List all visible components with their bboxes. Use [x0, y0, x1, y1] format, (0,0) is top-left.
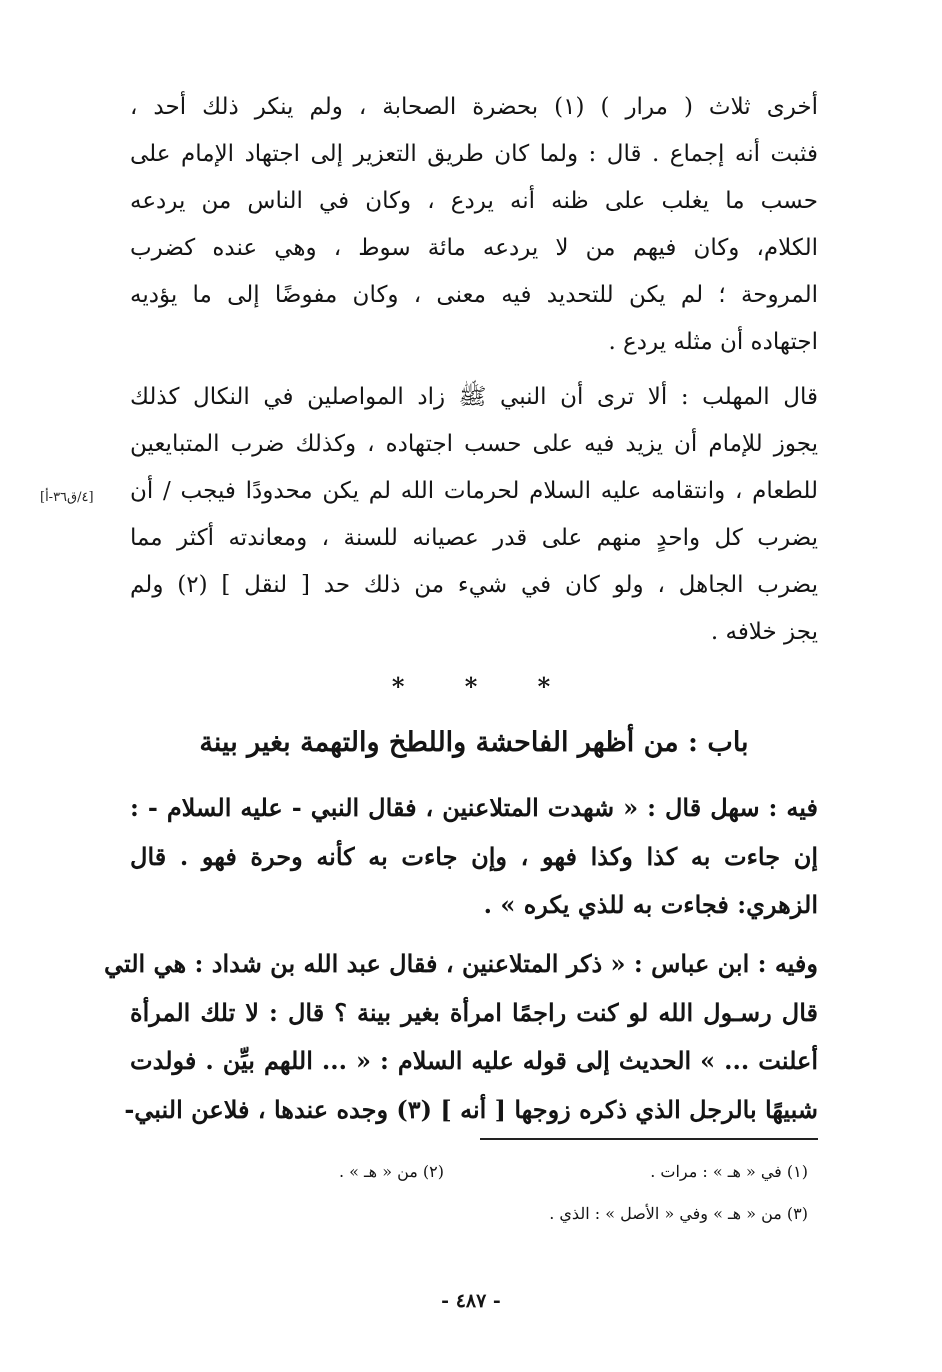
- paragraph-3: [130, 784, 818, 930]
- text-line: إن جاءت به كذا وكذا فهو ، وإن جاءت به كأنه وحرة فهو . قال: [130, 841, 818, 871]
- footnote-divider: [480, 1138, 818, 1140]
- text-line: قال المهلب : ألا ترى أن النبي ﷺ زاد المواصلين في النكال كذلك: [130, 384, 818, 410]
- paragraph-1: [130, 84, 818, 366]
- text-line: يضرب الجاهل ، ولو كان في شيء من ذلك حد [ لنقل ] (٢) ولم: [130, 572, 818, 598]
- footnote-1: (١) في « هـ » : مرات .: [650, 1162, 808, 1181]
- footnote-2: (٢) من « هـ » .: [338, 1162, 444, 1181]
- text-line: الكلام، وكان فيهم من لا يردعه مائة سوط ، وهي عنده كضرب: [130, 235, 818, 261]
- text-line: أخرى ثلاث ( مرار ) (١) بحضرة الصحابة ، ولم ينكر ذلك أحد ،: [130, 94, 818, 120]
- text-line: حسب ما يغلب على ظنه أنه يردع ، وكان في الناس من يردعه: [130, 188, 818, 214]
- text-line: فثبت أنه إجماع . قال : ولما كان طريق التعزير إلى اجتهاد الإمام على: [130, 141, 818, 167]
- paragraph-2: [130, 374, 818, 656]
- text-line: للطعام ، وانتقامه عليه السلام لحرمات الله لم يكن محدودًا فيجب / أن: [130, 478, 818, 504]
- manuscript-folio-note: [٤/ق٣٦-أ]: [40, 490, 94, 505]
- page-number: - ٤٨٧ -: [441, 1290, 501, 1312]
- text-line: قال رسـول الله لو كنت راجمًا امرأة بغير بينة ؟ قال : لا تلك المرأة: [130, 997, 818, 1027]
- text-line: أعلنت ... » الحديث إلى قوله عليه السلام : « ... اللهم بيِّن . فولدت: [130, 1046, 818, 1076]
- text-line: يجز خلافه .: [710, 619, 818, 645]
- footnote-3: (٣) من « هـ » وفي « الأصل » : الذي .: [549, 1204, 808, 1223]
- text-line: يجوز للإمام أن يزيد فيه على حسب اجتهاده ، وكذلك ضرب المتبايعين: [130, 431, 818, 457]
- text-line: وفيه : ابن عباس : « ذكر المتلاعنين ، فقال عبد الله بن شداد : هي التي: [103, 949, 818, 978]
- paragraph-4: [103, 940, 818, 1135]
- text-line: شبيهًا بالرجل الذي ذكره زوجها [ أنه ] (٣) وجده عندها ، فلاعن النبي-: [124, 1095, 818, 1125]
- section-separator: * * *: [391, 672, 551, 701]
- text-line: المروحة ؛ لم يكن للتحديد فيه معنى ، وكان مفوضًا إلى ما يؤديه: [130, 282, 818, 308]
- text-line: فيه : سهل قال : « شهدت المتلاعنين ، فقال النبي - عليه السلام - :: [130, 793, 818, 822]
- text-line: الزهري: فجاءت به للذي يكره » .: [483, 890, 818, 920]
- text-line: يضرب كل واحدٍ منهم على قدر عصيانه للسنة ، ومعاندته أكثر مما: [130, 525, 818, 551]
- chapter-heading: باب : من أظهر الفاحشة واللطخ والتهمة بغير بينة: [199, 727, 749, 758]
- text-line: اجتهاده أن مثله يردع .: [608, 329, 818, 355]
